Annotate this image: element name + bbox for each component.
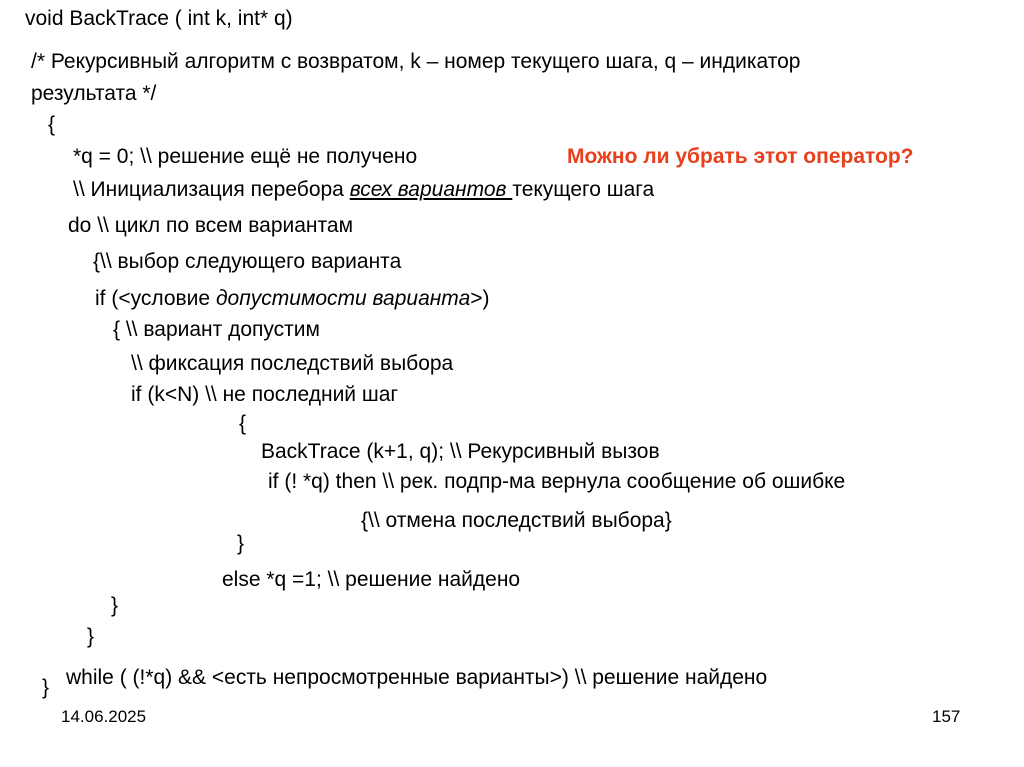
function-signature: void BackTrace ( int k, int* q): [25, 7, 293, 30]
code-line-undo: {\\ отмена последствий выбора}: [361, 509, 672, 532]
code-line-else: else *q =1; \\ решение найдено: [222, 568, 521, 591]
inner-open-brace: {: [239, 412, 247, 435]
comment-line-2: результата */: [31, 82, 157, 105]
init-enum-suffix: текущего шага: [512, 178, 655, 201]
close-brace-do: }: [87, 625, 95, 648]
code-line-while: while ( (!*q) && <есть непросмотренные варианты>) \\ решение найдено: [66, 666, 768, 689]
if-condition-prefix: if (<условие: [95, 287, 216, 310]
close-brace-function: }: [42, 676, 50, 699]
code-line-recursive-call: BackTrace (k+1, q); \\ Рекурсивный вызов: [261, 440, 660, 463]
code-line-do: do \\ цикл по всем вариантам: [68, 214, 354, 237]
code-line-valid: { \\ вариант допустим: [113, 318, 320, 341]
init-enum-prefix: \\ Инициализация перебора: [73, 178, 350, 201]
open-brace: {: [48, 113, 56, 136]
if-condition-emphasis: допустимости варианта: [215, 287, 471, 310]
code-line-if-error: if (! *q) then \\ рек. подпр-ма вернула сообщение об ошибке: [268, 470, 846, 493]
code-line-init-enum: [73, 178, 654, 202]
code-line-select: {\\ выбор следующего варианта: [93, 250, 402, 273]
slide-page-number: 157: [932, 707, 961, 726]
code-line-if-condition: [95, 287, 490, 311]
code-line-fix: \\ фиксация последствий выбора: [131, 352, 454, 375]
comment-line-1: /* Рекурсивный алгоритм с возвратом, k – номер текущего шага, q – индикатор: [31, 50, 801, 73]
question-callout: Можно ли убрать этот оператор?: [567, 145, 914, 168]
if-condition-suffix: >): [470, 287, 490, 310]
init-enum-emphasis: всех вариантов: [349, 178, 513, 201]
slide-date: 14.06.2025: [61, 707, 147, 726]
inner-close-brace: }: [237, 532, 245, 555]
code-line-init-q: *q = 0; \\ решение ещё не получено: [73, 145, 418, 168]
code-line-if-last: if (k<N) \\ не последний шаг: [131, 383, 399, 406]
close-brace-if: }: [111, 594, 119, 617]
